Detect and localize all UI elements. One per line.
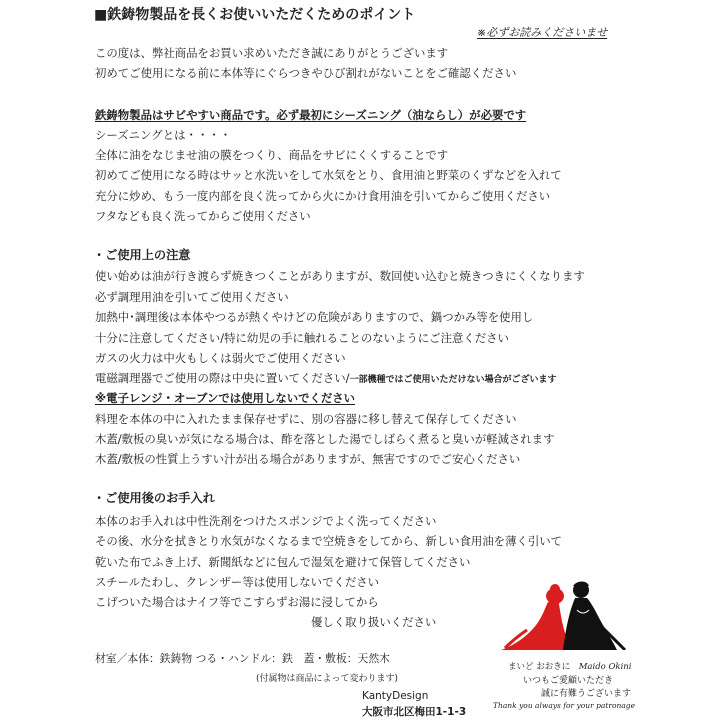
care-line: その後、水分を拭きとり水気がなくなるまで空焼きをしてから、新しい食用油を薄く引いて	[95, 534, 563, 548]
page-title: ■鉄鋳物製品を長くお使いいただくためのポイント	[94, 7, 416, 23]
seasoning-line: フタなども良く洗ってからご使用ください	[95, 209, 311, 223]
usage-heading: ・ご使用上の注意	[93, 248, 191, 262]
care-heading: ・ご使用後のお手入れ	[93, 491, 215, 505]
greeting-line-4: Thank you always for your patronage	[493, 701, 636, 710]
greeting-jp: まいど おおきに	[508, 662, 571, 672]
kimono-figures-illustration	[493, 580, 631, 650]
care-line: 本体のお手入れは中性洗剤をつけたスポンジでよく洗ってください	[95, 514, 437, 528]
usage-line: 使い始めは油が行き渡らず焼きつくことがありますが、数回使い込むと焼きつきにくくなります	[95, 269, 585, 283]
seasoning-line: シーズニングとは・・・・	[95, 128, 232, 142]
intro-line-1: この度は、弊社商品をお買い求めいただき誠にありがとうございます	[95, 46, 449, 60]
care-line: 乾いた布でふき上げ、新聞紙などに包んで湿気を避けて保管してください	[95, 555, 471, 569]
company-name: KantyDesign	[362, 690, 429, 702]
greeting-line-2: いつもご愛顧いただき	[523, 676, 614, 686]
ih-small: 一部機種ではご使用いただけない場合がございます	[349, 375, 557, 385]
usage-line: ガスの火力は中火もしくは弱火でご使用ください	[95, 351, 346, 365]
usage-line: 加熱中･調理後は本体やつるが熱くやけどの危険がありますので、鍋つかみ等を使用し	[95, 310, 534, 324]
material-note: (付属物は商品によって変わります)	[256, 674, 399, 684]
greeting-line-1	[508, 660, 632, 672]
must-read-note: ※必ずお読みくださいませ	[477, 26, 608, 39]
usage-line: 料理を本体の中に入れたまま保存せずに、別の容器に移し替えて保存してください	[95, 412, 517, 426]
ih-line	[95, 371, 556, 387]
seasoning-line: 初めてご使用になる時はサッと水洗いをして水気をとり、食用油と野菜のくずなどを入れて	[95, 168, 562, 182]
seasoning-notice: 鉄鋳物製品はサビやすい商品です。必ず最初にシーズニング（油ならし）が必要です	[95, 108, 527, 122]
usage-line: 必ず調理用油を引いてご使用ください	[95, 290, 289, 304]
care-line: こげついた場合はナイフ等でこすらずお湯に浸してから	[95, 595, 379, 609]
care-line: スチールたわし、クレンザー等は使用しないでください	[95, 575, 380, 589]
usage-line: 木蓋/敷板の性質上うすい汁が出る場合がありますが、無害ですのでご安心ください	[95, 452, 521, 466]
seasoning-line: 充分に炒め、もう一度内部を良く洗ってから火にかけ食用油を引いてからご使用ください	[95, 189, 551, 203]
intro-line-2: 初めてご使用になる前に本体等にぐらつきやひび割れがないことをご確認ください	[95, 66, 517, 80]
ih-main: 電磁調理器でご使用の際は中央に置いてください/	[95, 371, 350, 385]
seasoning-line: 全体に油をなじませ油の膜をつくり、商品をサビにくくすることです	[95, 148, 449, 162]
care-closing: 優しく取り扱いください	[311, 615, 437, 629]
greeting-en: Maido Okini	[578, 662, 632, 672]
greeting-line-3: 誠に有難うございます	[541, 689, 632, 699]
usage-line: 十分に注意してください/特に幼児の手に触れることのないようにご注意ください	[95, 331, 509, 345]
microwave-warning: ※電子レンジ・オーブンでは使用しないでください	[95, 391, 356, 405]
company-address: 大阪市北区梅田1-1-3	[362, 706, 467, 718]
red-kimono-figure	[501, 584, 571, 650]
usage-line: 木蓋/敷板の臭いが気になる場合は、酢を落とした湯でしばらく煮ると臭いが軽減されます	[95, 432, 555, 446]
black-kimono-figure	[563, 582, 625, 651]
material-line: 材室／本体：鉄鋳物 つる・ハンドル：鉄 蓋・敷板：天然木	[95, 652, 390, 665]
